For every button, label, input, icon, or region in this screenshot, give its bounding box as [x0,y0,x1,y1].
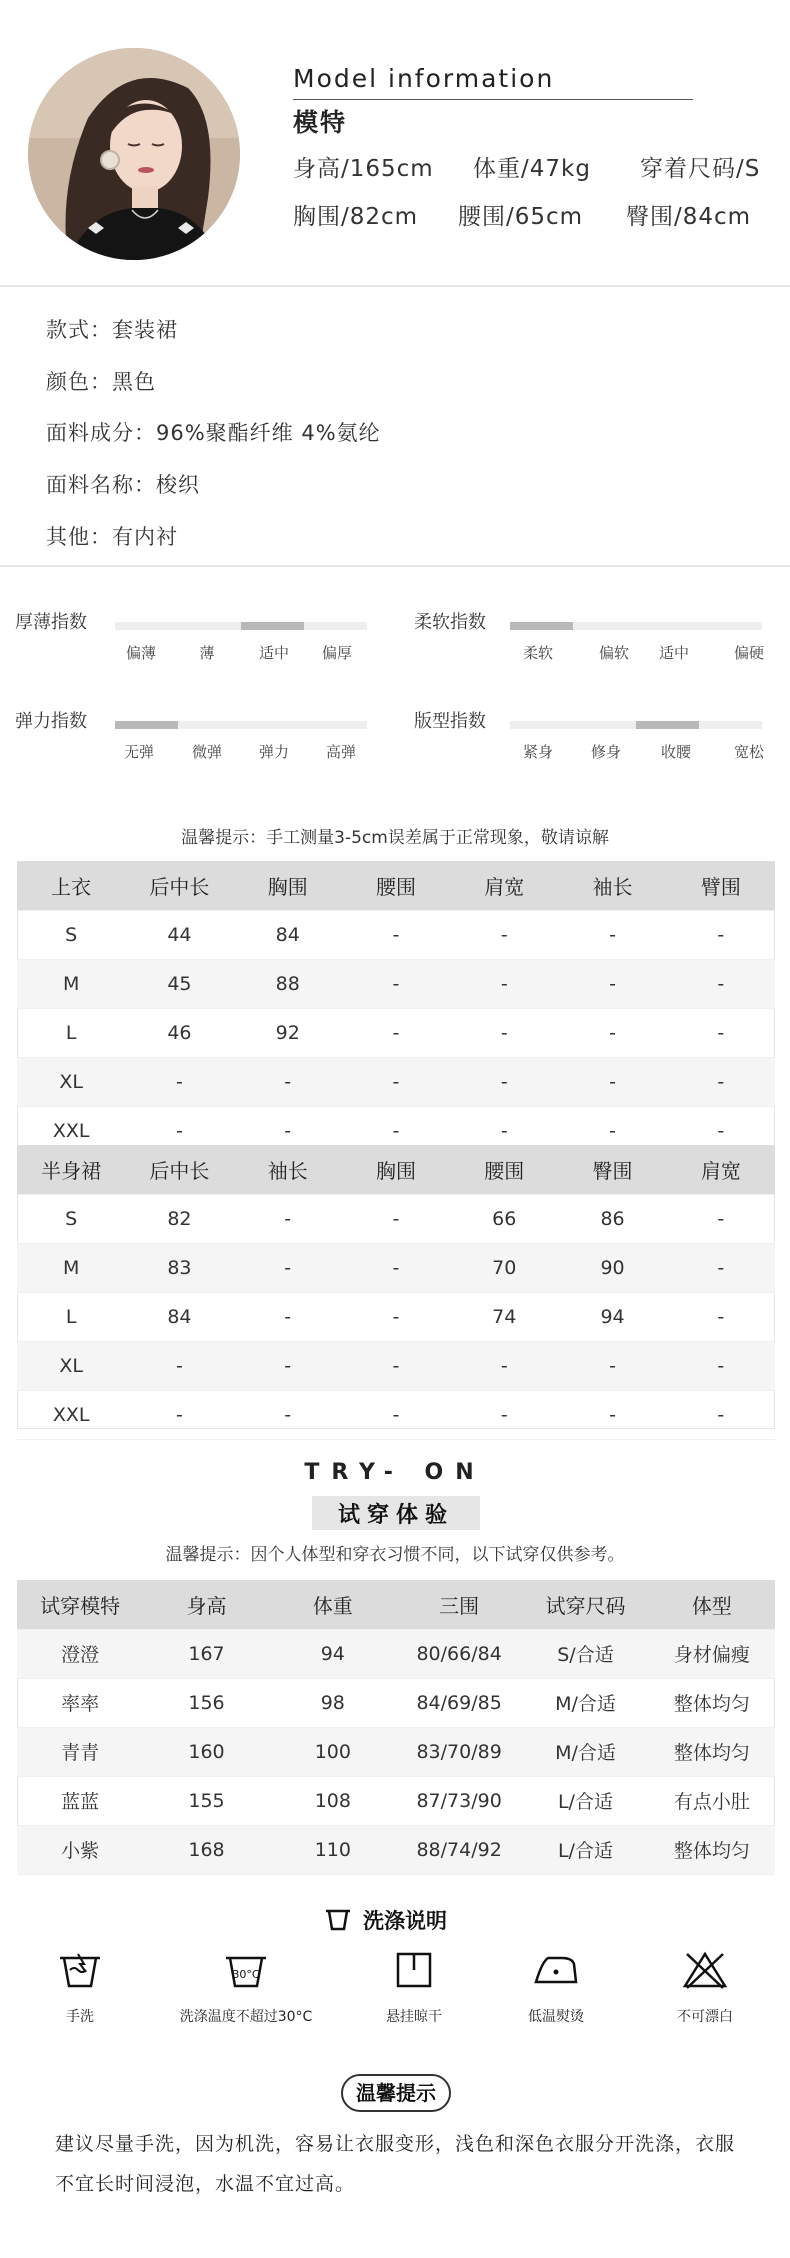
table-cell: - [342,1057,450,1106]
index-label: 修身 [590,743,622,761]
table-cell: - [667,1057,775,1106]
index-softness [414,608,790,688]
table-row [17,959,775,1008]
model-avatar [28,48,240,260]
index-selected-segment [241,622,304,630]
table-row [17,1292,775,1341]
table-row [17,1057,775,1106]
table-cell: - [125,1390,233,1439]
table-cell: 90 [558,1243,666,1292]
table-cell: L/合适 [522,1776,648,1825]
header-cell: 臂围 [667,861,775,910]
info-color: 颜色：黑色 [46,370,156,394]
wash-label: 手洗 [66,2009,94,2025]
table-cell: L/合适 [522,1825,648,1874]
wash-item-30c [171,1950,321,2030]
table-cell: 94 [270,1629,396,1678]
table-cell: - [125,1106,233,1155]
table-header-row [17,1580,775,1629]
table-cell: S [17,910,125,959]
table-cell: 身材偏瘦 [649,1629,775,1678]
table-cell: 83 [125,1243,233,1292]
header-cell: 三围 [396,1580,522,1629]
wash-30c-icon [222,1950,270,1990]
table-cell: - [234,1341,342,1390]
index-selected-segment [636,721,699,729]
table-cell: M/合适 [522,1727,648,1776]
header-cell: 试穿尺码 [522,1580,648,1629]
index-title: 弹力指数 [15,711,87,732]
table-cell: 有点小肚 [649,1776,775,1825]
table-cell: L [17,1008,125,1057]
index-label: 微弹 [191,743,223,761]
skirt-size-table [17,1145,775,1440]
wash-item-no-bleach [630,1950,780,2030]
table-cell: 澄澄 [17,1629,143,1678]
table-cell: - [558,959,666,1008]
table-cell: - [667,1341,775,1390]
table-cell: 80/66/84 [396,1629,522,1678]
wash-item-hand-wash [5,1950,155,2030]
header-cell: 肩宽 [450,861,558,910]
tip-badge: 温馨提示 [341,2074,451,2112]
index-bar [115,721,367,729]
index-label: 偏厚 [321,644,353,662]
info-fabric: 面料名称：梭织 [46,473,200,497]
tryon-title-cn: 试穿体验 [337,1503,454,1528]
table-row [17,1194,775,1243]
table-cell: 82 [125,1194,233,1243]
table-cell: - [234,1057,342,1106]
table-row [17,1825,775,1874]
table-cell: 100 [270,1727,396,1776]
table-cell: - [558,910,666,959]
table-cell: 青青 [17,1727,143,1776]
table-cell: XXL [17,1106,125,1155]
table-cell: 蓝蓝 [17,1776,143,1825]
table-cell: XXL [17,1390,125,1439]
table-cell: - [234,1292,342,1341]
index-selected-segment [510,622,573,630]
table-cell: M/合适 [522,1678,648,1727]
table-cell: 74 [450,1292,558,1341]
size-note: 温馨提示：手工测量3-5cm误差属于正常现象，敬请谅解 [181,828,609,848]
header-cell: 后中长 [125,1145,233,1194]
index-elasticity [15,707,395,787]
wash-label: 低温熨烫 [528,2009,584,2025]
index-label: 收腰 [660,743,692,761]
table-cell: 66 [450,1194,558,1243]
table-header-row [17,861,775,910]
table-row [17,1776,775,1825]
hang-dry-icon [390,1950,438,1990]
index-label: 适中 [258,644,290,662]
index-bar [510,721,762,729]
table-cell: - [450,959,558,1008]
table-cell: - [342,959,450,1008]
table-cell: - [450,1057,558,1106]
wash-item-low-iron [481,1950,631,2030]
table-cell: - [667,1008,775,1057]
index-title: 厚薄指数 [15,612,87,633]
table-cell: 160 [143,1727,269,1776]
table-cell: 87/73/90 [396,1776,522,1825]
header-cell: 半身裙 [17,1145,125,1194]
header-cell: 体重 [270,1580,396,1629]
model-height: 身高/165cm [293,156,434,182]
table-cell: - [450,1341,558,1390]
table-cell: - [234,1243,342,1292]
table-cell: - [558,1341,666,1390]
index-thickness [15,608,395,688]
index-label: 薄 [199,644,215,662]
table-cell: - [450,1390,558,1439]
table-cell: 88/74/92 [396,1825,522,1874]
title-underline [293,99,693,100]
tryon-note: 温馨提示：因个人体型和穿衣习惯不同，以下试穿仅供参考。 [165,1545,625,1565]
basin-icon [325,1907,351,1931]
table-row [17,1341,775,1390]
table-cell: 168 [143,1825,269,1874]
index-label: 适中 [658,644,690,662]
table-row [17,1629,775,1678]
table-cell: 率率 [17,1678,143,1727]
table-cell: 46 [125,1008,233,1057]
index-bar [115,622,367,630]
table-cell: 70 [450,1243,558,1292]
table-cell: - [558,1057,666,1106]
table-cell: 86 [558,1194,666,1243]
header-cell: 臀围 [558,1145,666,1194]
table-cell: 整体均匀 [649,1678,775,1727]
index-label: 无弹 [123,743,155,761]
wash-label: 洗涤温度不超过30°C [179,2009,313,2025]
header-cell: 胸围 [342,1145,450,1194]
wash-label: 不可漂白 [677,2009,733,2025]
index-label: 宽松 [733,743,765,761]
header-cell: 肩宽 [667,1145,775,1194]
index-bar [510,622,762,630]
header-cell: 后中长 [125,861,233,910]
table-cell: - [667,1194,775,1243]
tryon-table [17,1580,775,1875]
table-cell: M [17,959,125,1008]
header-cell: 袖长 [234,1145,342,1194]
table-row [17,1008,775,1057]
table-cell: 167 [143,1629,269,1678]
header-cell: 试穿模特 [17,1580,143,1629]
table-cell: - [450,1106,558,1155]
model-weight: 体重/47kg [473,156,591,182]
table-cell: - [667,1390,775,1439]
header-cell: 胸围 [234,861,342,910]
table-cell: 84/69/85 [396,1678,522,1727]
table-cell: 88 [234,959,342,1008]
index-fit [414,707,790,787]
table-cell: - [342,1292,450,1341]
table-cell: - [558,1106,666,1155]
table-cell: - [125,1057,233,1106]
table-row [17,1243,775,1292]
table-cell: - [342,1106,450,1155]
table-cell: - [342,1008,450,1057]
header-cell: 袖长 [558,861,666,910]
wash-temp-text: 30°C [232,1968,260,1981]
table-cell: 94 [558,1292,666,1341]
table-cell: - [342,1341,450,1390]
wash-title: 洗涤说明 [363,1909,447,1933]
index-label: 偏硬 [733,644,765,662]
top-size-table [17,861,775,1156]
model-waist: 腰围/65cm [458,204,584,230]
index-label: 紧身 [522,743,554,761]
table-cell: 45 [125,959,233,1008]
table-cell: L [17,1292,125,1341]
hand-wash-icon [56,1950,104,1990]
table-cell: 44 [125,910,233,959]
table-cell: - [450,1008,558,1057]
wash-label: 悬挂晾干 [386,2009,442,2025]
table-cell: M [17,1243,125,1292]
model-info-subtitle: 模特 [293,108,348,137]
index-label: 偏薄 [125,644,157,662]
model-info-title: Model information [293,64,555,93]
section-divider [0,565,790,567]
index-label: 偏软 [598,644,630,662]
table-cell: - [450,910,558,959]
table-cell: S/合适 [522,1629,648,1678]
table-cell: - [558,1390,666,1439]
header-cell: 身高 [143,1580,269,1629]
table-cell: XL [17,1057,125,1106]
table-row [17,910,775,959]
index-label: 弹力 [258,743,290,761]
no-bleach-icon [681,1950,729,1990]
table-cell: XL [17,1341,125,1390]
tryon-title-en: TRY- ON [304,1460,486,1485]
table-row [17,1727,775,1776]
table-cell: S [17,1194,125,1243]
table-cell: 98 [270,1678,396,1727]
table-cell: - [234,1194,342,1243]
model-size: 穿着尺码/S [640,156,761,182]
table-cell: - [342,1243,450,1292]
table-cell: - [342,1194,450,1243]
index-label: 柔软 [522,644,554,662]
low-iron-icon [532,1950,580,1990]
table-cell: - [667,959,775,1008]
table-cell: 108 [270,1776,396,1825]
header-cell: 上衣 [17,861,125,910]
table-cell: - [234,1390,342,1439]
table-cell: 155 [143,1776,269,1825]
header-cell: 体型 [649,1580,775,1629]
wash-item-hang-dry [339,1950,489,2030]
index-label: 高弹 [325,743,357,761]
table-row [17,1390,775,1439]
header-cell: 腰围 [342,861,450,910]
table-cell: - [234,1106,342,1155]
table-cell: 整体均匀 [649,1825,775,1874]
table-cell: 83/70/89 [396,1727,522,1776]
table-cell: 84 [125,1292,233,1341]
model-hip: 臀围/84cm [626,204,752,230]
model-bust: 胸围/82cm [293,204,419,230]
index-title: 版型指数 [414,711,486,732]
table-cell: 156 [143,1678,269,1727]
table-cell: 110 [270,1825,396,1874]
table-cell: - [667,1106,775,1155]
tip-text: 建议尽量手洗，因为机洗，容易让衣服变形，浅色和深色衣服分开洗涤，衣服不宜长时间浸泡，水温不宜过高。 [55,2133,736,2195]
table-cell: - [667,1292,775,1341]
table-cell: 92 [234,1008,342,1057]
header-cell: 腰围 [450,1145,558,1194]
table-cell: - [125,1341,233,1390]
table-row [17,1678,775,1727]
index-selected-segment [115,721,178,729]
info-style: 款式：套装裙 [46,318,178,342]
table-cell: - [667,910,775,959]
table-cell: - [342,1390,450,1439]
info-composition: 面料成分：96%聚酯纤维 4%氨纶 [46,421,381,445]
table-cell: - [558,1008,666,1057]
table-cell: - [342,910,450,959]
index-title: 柔软指数 [414,612,486,633]
section-divider [0,285,790,287]
table-cell: - [667,1243,775,1292]
table-cell: 小紫 [17,1825,143,1874]
table-cell: 84 [234,910,342,959]
table-cell: 整体均匀 [649,1727,775,1776]
model-information-section [0,0,790,285]
info-other: 其他：有内衬 [46,525,178,549]
table-header-row [17,1145,775,1194]
